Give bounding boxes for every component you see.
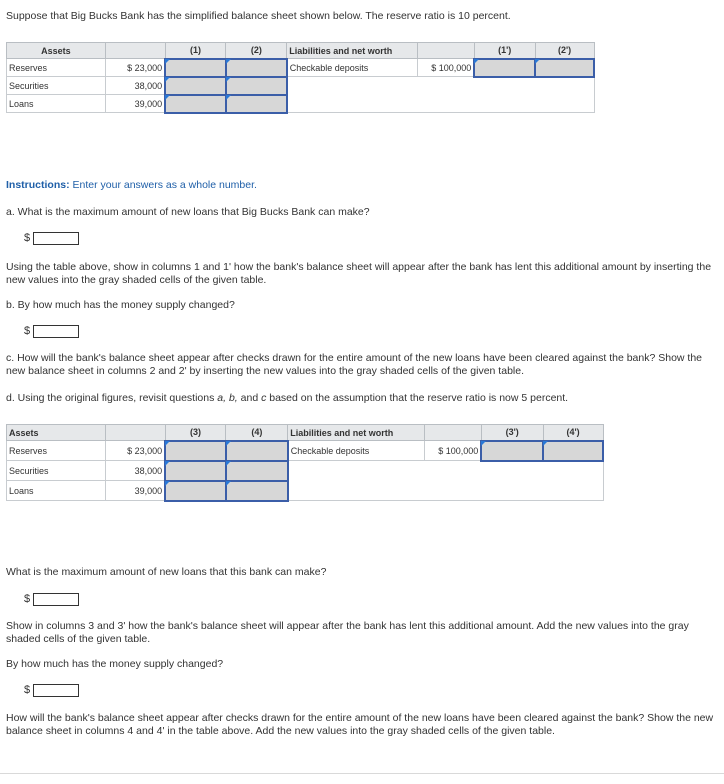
question-b: b. By how much has the money supply changed? xyxy=(6,299,235,311)
input-cell-securities-1[interactable] xyxy=(165,77,226,95)
header-blank xyxy=(417,43,474,59)
asset-label: Securities xyxy=(7,461,106,481)
col1p-header: (1') xyxy=(474,43,535,59)
instructions-text: Enter your answers as a whole number. xyxy=(72,179,257,191)
col2-header: (2) xyxy=(226,43,287,59)
asset-value: 39,000 xyxy=(105,95,165,113)
balance-sheet-table-2 xyxy=(6,424,604,502)
question-d3: By how much has the money supply changed? xyxy=(6,658,224,670)
liability-label: Checkable deposits xyxy=(288,441,425,461)
liability-label: Checkable deposits xyxy=(287,59,418,77)
header-blank xyxy=(105,43,165,59)
currency-symbol: $ xyxy=(24,593,31,605)
currency-symbol: $ xyxy=(24,325,31,337)
asset-value: $ 23,000 xyxy=(105,59,165,77)
col2p-header: (2') xyxy=(535,43,594,59)
input-cell-loans-4[interactable] xyxy=(226,481,288,501)
question-d-text: based on the assumption that the reserve ratio is now 5 percent. xyxy=(266,392,569,404)
asset-value: 39,000 xyxy=(105,481,165,501)
answer-d3-input[interactable] xyxy=(33,684,79,697)
input-cell-reserves-2[interactable] xyxy=(226,59,287,77)
header-blank xyxy=(105,425,165,441)
empty-cell xyxy=(288,461,603,501)
liabilities-header: Liabilities and net worth xyxy=(287,43,418,59)
question-d xyxy=(6,392,718,405)
col4-header: (4) xyxy=(226,425,288,441)
input-cell-reserves-3[interactable] xyxy=(165,441,226,461)
col3-header: (3) xyxy=(165,425,226,441)
col4p-header: (4') xyxy=(543,425,603,441)
question-d1: What is the maximum amount of new loans that this bank can make? xyxy=(6,566,327,578)
input-cell-deposits-3p[interactable] xyxy=(481,441,543,461)
asset-label: Loans xyxy=(7,481,106,501)
input-cell-deposits-4p[interactable] xyxy=(543,441,603,461)
question-d-text: d. Using the original figures, revisit questions xyxy=(6,392,218,404)
input-cell-securities-4[interactable] xyxy=(226,461,288,481)
table-instructions: Using the table above, show in columns 1 and 1' how the bank's balance sheet will appear after the bank has lent this additional amount by inserting the new values into the gray shaded cells of the given table. xyxy=(6,261,712,286)
answer-d1-input[interactable] xyxy=(33,593,79,606)
question-d-italic: a, b, xyxy=(217,392,238,404)
balance-sheet-table-1 xyxy=(6,42,595,114)
input-cell-loans-2[interactable] xyxy=(226,95,287,113)
input-cell-loans-3[interactable] xyxy=(165,481,226,501)
intro-text: Suppose that Big Bucks Bank has the simplified balance sheet shown below. The reserve ratio is 10 percent. xyxy=(6,10,511,22)
liabilities-header: Liabilities and net worth xyxy=(288,425,425,441)
col3p-header: (3') xyxy=(481,425,543,441)
asset-label: Reserves xyxy=(7,59,106,77)
liability-value: $ 100,000 xyxy=(424,441,481,461)
divider xyxy=(0,773,724,774)
input-cell-deposits-1p[interactable] xyxy=(474,59,535,77)
header-blank xyxy=(424,425,481,441)
question-d-italic: c xyxy=(261,392,267,404)
input-cell-securities-3[interactable] xyxy=(165,461,226,481)
col1-header: (1) xyxy=(165,43,226,59)
answer-a-input[interactable] xyxy=(33,232,79,245)
asset-label: Loans xyxy=(7,95,106,113)
instructions xyxy=(6,179,257,192)
currency-symbol: $ xyxy=(24,684,31,696)
question-c: c. How will the bank's balance sheet appear after checks drawn for the entire amount of the new loans have been cleared against the bank? Show the new balance sheet in columns 2 and 2' by inserting the new values into the gray shaded cells of the given table. xyxy=(6,352,703,377)
empty-cell xyxy=(287,77,594,113)
input-cell-deposits-2p[interactable] xyxy=(535,59,594,77)
answer-b-input[interactable] xyxy=(33,325,79,338)
instructions-label: Instructions: xyxy=(6,179,70,191)
asset-label: Securities xyxy=(7,77,106,95)
question-d4: How will the bank's balance sheet appear after checks drawn for the entire amount of the new loans have been cleared against the bank? Show the new balance sheet in columns 4 and 4' in the table above. Add the new values into the gray shaded cells of the given table. xyxy=(6,712,714,737)
question-d2: Show in columns 3 and 3' how the bank's balance sheet will appear after the bank has lent this additional amount. Add the new values into the gray shaded cells of the given table. xyxy=(6,620,689,645)
question-d-text: and xyxy=(237,392,262,404)
input-cell-reserves-4[interactable] xyxy=(226,441,288,461)
currency-symbol: $ xyxy=(24,232,31,244)
asset-value: 38,000 xyxy=(105,77,165,95)
liability-value: $ 100,000 xyxy=(417,59,474,77)
assets-header: Assets xyxy=(7,43,106,59)
assets-header: Assets xyxy=(7,425,106,441)
asset-label: Reserves xyxy=(7,441,106,461)
input-cell-securities-2[interactable] xyxy=(226,77,287,95)
asset-value: 38,000 xyxy=(105,461,165,481)
question-a: a. What is the maximum amount of new loans that Big Bucks Bank can make? xyxy=(6,206,370,218)
input-cell-reserves-1[interactable] xyxy=(165,59,226,77)
asset-value: $ 23,000 xyxy=(105,441,165,461)
input-cell-loans-1[interactable] xyxy=(165,95,226,113)
